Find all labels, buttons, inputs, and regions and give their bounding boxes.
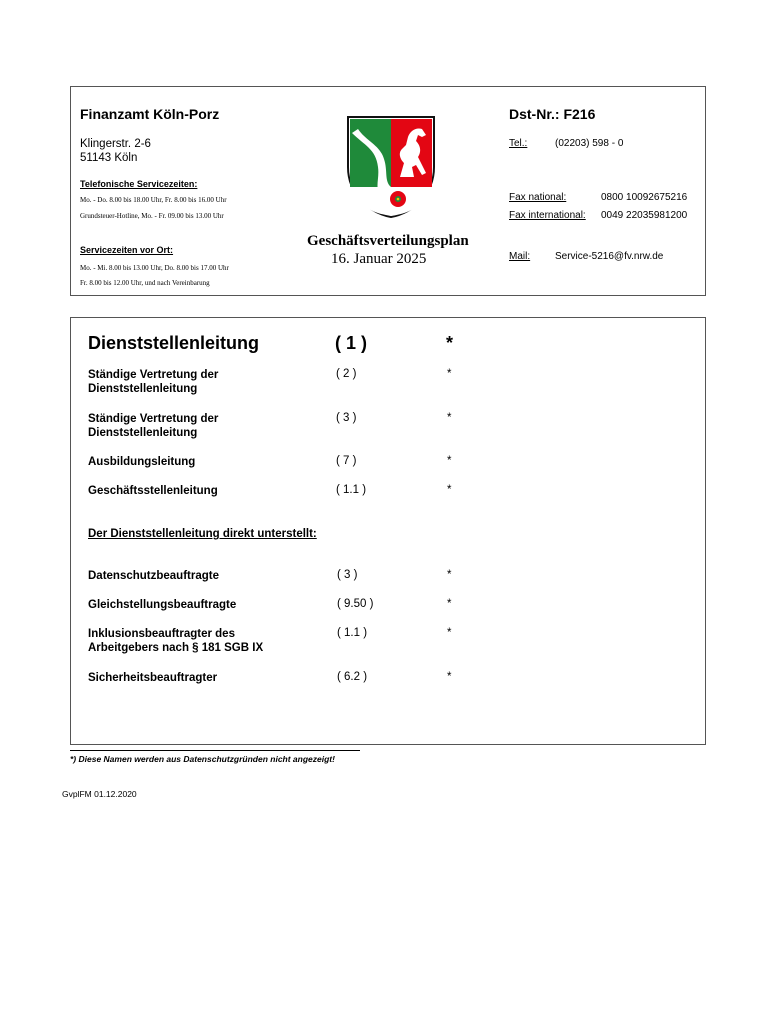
- sub-row-3-star: *: [447, 627, 452, 639]
- row-4-label: Geschäftsstellenleitung: [88, 485, 218, 497]
- mail-label: Mail:: [509, 251, 531, 262]
- head-label: Dienststellenleitung: [88, 333, 260, 353]
- phone-service-line1: Mo. - Do. 8.00 bis 18.00 Uhr, Fr. 8.00 bis 16.00 Uhr: [80, 196, 227, 204]
- plan-title: Geschäftsverteilungsplan: [307, 233, 469, 249]
- nrw-coat-of-arms-icon: [346, 115, 436, 219]
- row-3-star: *: [447, 455, 452, 467]
- onsite-line1: Mo. - Mi. 8.00 bis 13.00 Uhr, Do. 8.00 bis 17.00 Uhr: [80, 264, 229, 272]
- sub-row-4-label: Sicherheitsbeauftragter: [88, 672, 218, 684]
- form-id: GvplFM 01.12.2020: [62, 789, 137, 799]
- row-1-label: Ständige Vertretung der Dienststellenleitung: [88, 369, 219, 395]
- phone-service-line2: Grundsteuer-Hotline, Mo. - Fr. 09.00 bis 13.00 Uhr: [80, 212, 224, 220]
- street: Klingerstr. 2-6: [80, 138, 151, 150]
- phone-label: Tel.:: [509, 138, 528, 149]
- row-3-code: ( 7 ): [336, 455, 357, 467]
- fax-national-value: 0800 10092675216: [601, 192, 688, 203]
- mail-value: Service-5216@fv.nrw.de: [555, 251, 664, 262]
- phone-value: (02203) 598 - 0: [555, 138, 624, 149]
- row-2-code: ( 3 ): [336, 412, 357, 424]
- sub-row-4-star: *: [447, 671, 452, 683]
- sub-row-1-label: Datenschutzbeauftragte: [88, 570, 219, 582]
- row-2-label: Ständige Vertretung der Dienststellenleitung: [88, 413, 219, 439]
- row-4-star: *: [447, 484, 452, 496]
- sub-row-2-code: ( 9.50 ): [337, 598, 374, 610]
- sub-row-2-star: *: [447, 598, 452, 610]
- row-1-star: *: [447, 368, 452, 380]
- fax-national-label: Fax national:: [509, 192, 567, 203]
- onsite-title: Servicezeiten vor Ort:: [80, 245, 174, 255]
- head-star: *: [446, 333, 454, 353]
- sub-row-4-code: ( 6.2 ): [337, 671, 368, 683]
- row-2-star: *: [447, 412, 452, 424]
- footnote-divider: [70, 750, 360, 751]
- row-1-code: ( 2 ): [336, 368, 357, 380]
- subordinate-title: Der Dienststellenleitung direkt unterstellt:: [88, 528, 317, 540]
- dst-number: Dst-Nr.: F216: [509, 106, 596, 122]
- sub-row-1-star: *: [447, 569, 452, 581]
- sub-row-3-code: ( 1.1 ): [337, 627, 368, 639]
- row-3-label: Ausbildungsleitung: [88, 456, 196, 468]
- fax-international-label: Fax international:: [509, 210, 586, 221]
- city: 51143 Köln: [80, 152, 138, 164]
- sub-row-2-label: Gleichstellungsbeauftragte: [88, 599, 237, 611]
- sub-row-3-label: Inklusionsbeauftragter des Arbeitgebers nach § 181 SGB IX: [88, 628, 264, 654]
- footnote: *) Diese Namen werden aus Datenschutzgründen nicht angezeigt!: [70, 754, 335, 764]
- sub-row-1-code: ( 3 ): [337, 569, 358, 581]
- plan-date: 16. Januar 2025: [331, 251, 427, 267]
- phone-service-title: Telefonische Servicezeiten:: [80, 179, 198, 189]
- fax-international-value: 0049 22035981200: [601, 210, 688, 221]
- head-code: ( 1 ): [335, 333, 368, 353]
- row-4-code: ( 1.1 ): [336, 484, 367, 496]
- onsite-line2: Fr. 8.00 bis 12.00 Uhr, und nach Vereinbarung: [80, 279, 210, 287]
- office-name: Finanzamt Köln-Porz: [80, 106, 220, 122]
